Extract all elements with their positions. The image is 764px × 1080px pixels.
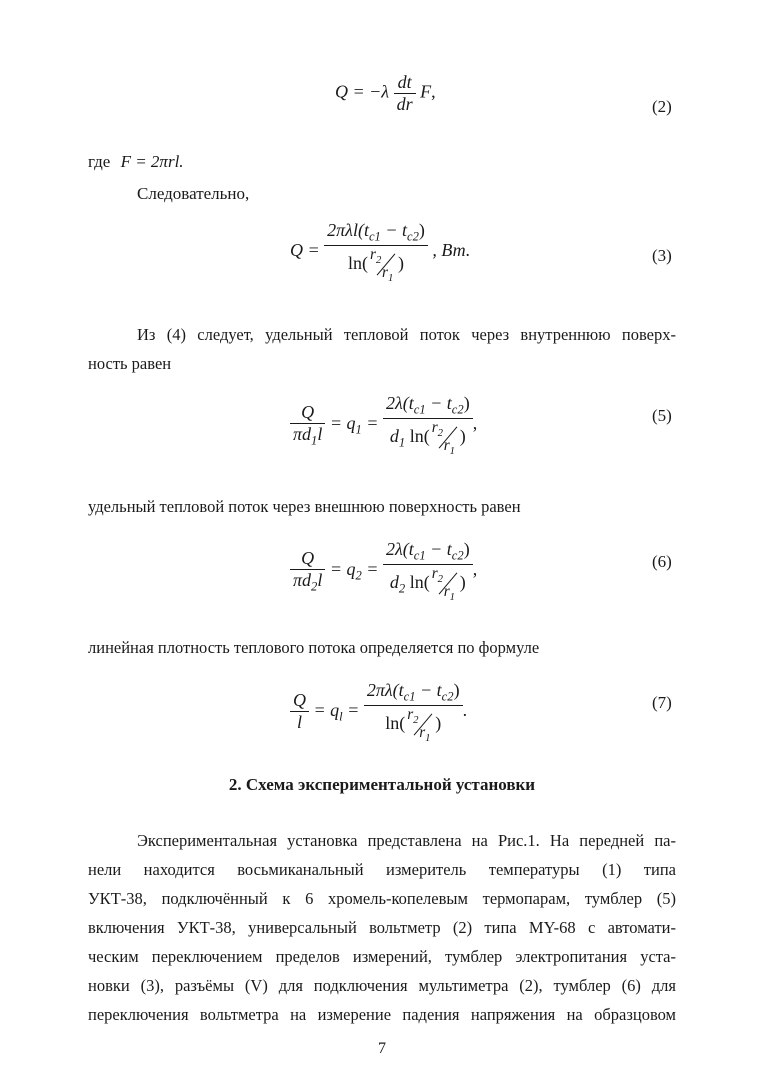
section-heading: 2. Схема экспериментальной установки <box>228 775 536 794</box>
eq7-lhs: $\frac{Q}{l}$ <box>290 690 309 733</box>
eq5-rhs: $2\lambda(t_{c1} - t_{c2})$ $d_1$ ln( $r_2$ $r_1$ ) <box>383 393 473 457</box>
body-line-6: новки (3), разъёмы (V) для подключения мультиметра (2), тумблер (6) для <box>88 976 676 995</box>
eq2-denominator: dr <box>396 94 413 114</box>
body-line-2: нели находится восьмиканальный измеритель температуры (1) типа <box>88 860 676 879</box>
eq3-fraction <box>324 220 428 284</box>
eq3-denominator: ln( $r_2$ $r_1$ ) <box>348 245 405 284</box>
eq2-F: F <box>420 81 432 102</box>
body-line-4: включения УКТ-38, универсальный вольтметр (2) типа MY-68 с автомати- <box>88 918 676 937</box>
eq3-unit: , Вт. <box>432 239 471 260</box>
eq5-q: = q <box>329 412 356 433</box>
eq5-lhs: $\frac{Q}{\pi d_1l}$ <box>290 402 325 449</box>
eq2-fraction <box>394 72 416 115</box>
eq7-rhs: $2\pi\lambda(t_{c1} - t_{c2})$ ln( $r_2$ $r_1$ ) <box>364 680 463 744</box>
eq6-rhs: $2\lambda(t_{c1} - t_{c2})$ $d_2$ ln( $r_2$ $r_1$ ) <box>383 539 473 603</box>
paragraph-3: линейная плотность теплового потока определяется по формуле <box>88 638 540 657</box>
equation-3 <box>290 220 470 284</box>
eq3-numerator: $2\pi\lambda l(t_{c1} - t_{c2})$ <box>324 220 428 246</box>
equation-number-7: (7) <box>652 693 672 712</box>
body-line-5: ческим переключением пределов измерений, тумблер электропитания уста- <box>88 947 676 966</box>
equation-number-2: (2) <box>652 97 672 116</box>
equation-number-3: (3) <box>652 246 672 265</box>
equation-number-5: (5) <box>652 406 672 425</box>
body-line-7: переключения вольтметра на измерение падения напряжения на образцовом <box>88 1005 676 1024</box>
eq2-Q: Q <box>335 81 348 102</box>
eq6-lhs: $\frac{Q}{\pi d_2l}$ <box>290 548 325 595</box>
eq2-eq: = −λ <box>352 81 390 102</box>
where-line <box>88 152 184 172</box>
eq2-comma: , <box>431 81 436 102</box>
equation-2 <box>335 72 436 115</box>
paragraph-line-2: ность равен <box>88 354 172 373</box>
eq6-q: = q <box>329 558 356 579</box>
body-line-1: Экспериментальная установка представлена на Рис.1. На передней па- <box>137 831 676 850</box>
where-label: где <box>88 152 111 171</box>
where-formula: F = 2πrl. <box>120 152 184 171</box>
paragraph-2: удельный тепловой поток через внешнюю поверхность равен <box>88 497 521 516</box>
body-line-3: УКТ-38, подключённый к 6 хромель-копелевым термопарам, тумблер (5) <box>88 889 676 908</box>
eq3-Q: Q = <box>290 239 320 260</box>
paragraph-line-1: Из (4) следует, удельный тепловой поток через внутреннюю поверх- <box>137 325 676 344</box>
eq2-numerator: dt <box>394 72 416 94</box>
eq7-q: = q <box>313 699 340 720</box>
equation-6: $\frac{Q}{\pi d_2l}$ = $q_2$ = $2\lambda(t_{c1} - t_{c2})$ $d_2$ ln( $r_2$ $r_1$ ) , <box>290 539 477 603</box>
page-number: 7 <box>378 1040 386 1057</box>
equation-5: $\frac{Q}{\pi d_1l}$ = $q_1$ = $2\lambda(t_{c1} - t_{c2})$ $d_1$ ln( $r_2$ $r_1$ ) , <box>290 393 477 457</box>
consequently-text: Следовательно, <box>137 184 250 203</box>
equation-number-6: (6) <box>652 552 672 571</box>
equation-7: $\frac{Q}{l}$ = $q_l$ = $2\pi\lambda(t_{c1} - t_{c2})$ ln( $r_2$ $r_1$ ) . <box>290 680 467 744</box>
